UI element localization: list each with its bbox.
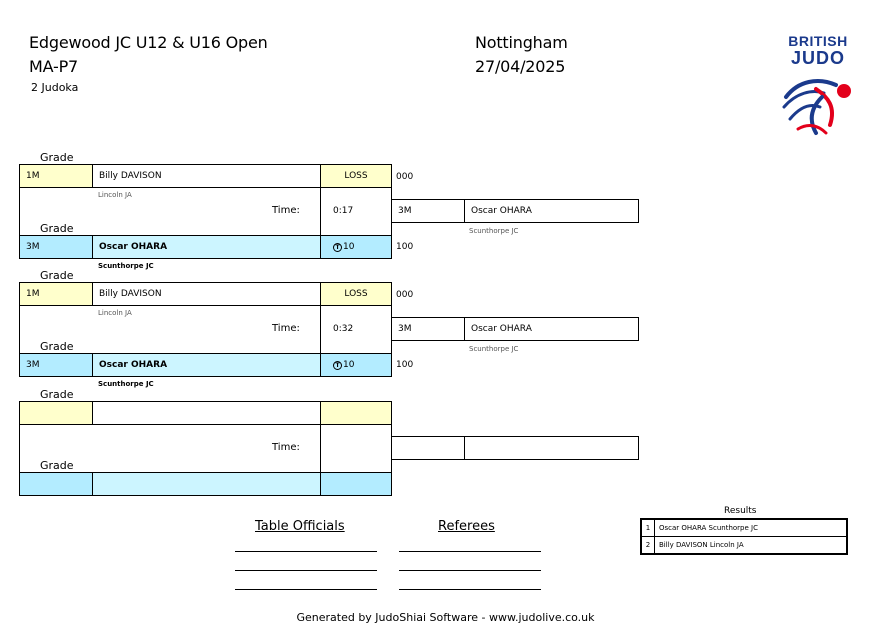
results-entry: Billy DAVISON Lincoln JA [659,541,744,549]
event-location: Nottingham [475,33,568,52]
winner-grade [391,436,465,460]
results-table [640,518,848,555]
grade-label: Grade [40,459,74,472]
white-result: LOSS [320,282,392,306]
category-code: MA-P7 [29,57,79,76]
white-score: 000 [396,290,414,300]
results-rank: 2 [642,537,655,553]
white-name[interactable] [92,401,321,425]
grade-label: Grade [40,222,74,235]
white-club: Lincoln JA [98,309,132,317]
white-grade: 1M [19,164,93,188]
blue-score: 100 [396,360,414,370]
winner-name[interactable]: Oscar OHARA [464,199,639,223]
blue-name[interactable] [92,472,321,496]
results-row [642,537,846,553]
judoka-emblem-icon [778,67,858,139]
signature-line [399,589,541,590]
winner-club: Scunthorpe JC [469,227,519,235]
blue-club: Scunthorpe JC [98,262,154,270]
results-entry: Oscar OHARA Scunthorpe JC [659,524,758,532]
match-time: 0:32 [333,324,354,334]
grade-label: Grade [40,151,74,164]
match-time: 0:17 [333,206,354,216]
grade-label: Grade [40,269,74,282]
footer-credit: Generated by JudoShiai Software - www.judolive.co.uk [296,611,595,624]
white-score: 000 [396,172,414,182]
white-name[interactable]: Billy DAVISON [92,282,321,306]
white-result [320,401,392,425]
blue-result [320,472,392,496]
results-row [642,520,846,537]
ippon-icon: T [333,361,342,370]
ippon-icon: T [333,243,342,252]
time-label: Time: [272,205,300,216]
winner-club: Scunthorpe JC [469,345,519,353]
winner-grade: 3M [391,317,465,341]
blue-score: 100 [396,242,414,252]
referees-title: Referees [438,519,495,534]
time-label: Time: [272,442,300,453]
signature-line [235,589,377,590]
signature-line [399,570,541,571]
british-judo-logo: BRITISH JUDO [778,34,858,142]
blue-name[interactable]: Oscar OHARA [92,353,321,377]
event-date: 27/04/2025 [475,57,566,76]
blue-club: Scunthorpe JC [98,380,154,388]
white-club: Lincoln JA [98,191,132,199]
time-label: Time: [272,323,300,334]
blue-grade: 3M [19,235,93,259]
event-title: Edgewood JC U12 & U16 Open [29,33,268,52]
grade-label: Grade [40,388,74,401]
blue-result: T 10 [320,235,392,259]
winner-name[interactable]: Oscar OHARA [464,317,639,341]
winner-name[interactable] [464,436,639,460]
blue-grade: 3M [19,353,93,377]
signature-line [235,570,377,571]
blue-grade [19,472,93,496]
white-grade: 1M [19,282,93,306]
signature-line [235,551,377,552]
white-grade [19,401,93,425]
blue-name[interactable]: Oscar OHARA [92,235,321,259]
judoka-count: 2 Judoka [31,81,79,94]
white-name[interactable]: Billy DAVISON [92,164,321,188]
results-title: Results [724,506,757,516]
grade-label: Grade [40,340,74,353]
signature-line [399,551,541,552]
results-rank: 1 [642,520,655,536]
winner-grade: 3M [391,199,465,223]
white-result: LOSS [320,164,392,188]
blue-result: T 10 [320,353,392,377]
table-officials-title: Table Officials [255,519,345,534]
